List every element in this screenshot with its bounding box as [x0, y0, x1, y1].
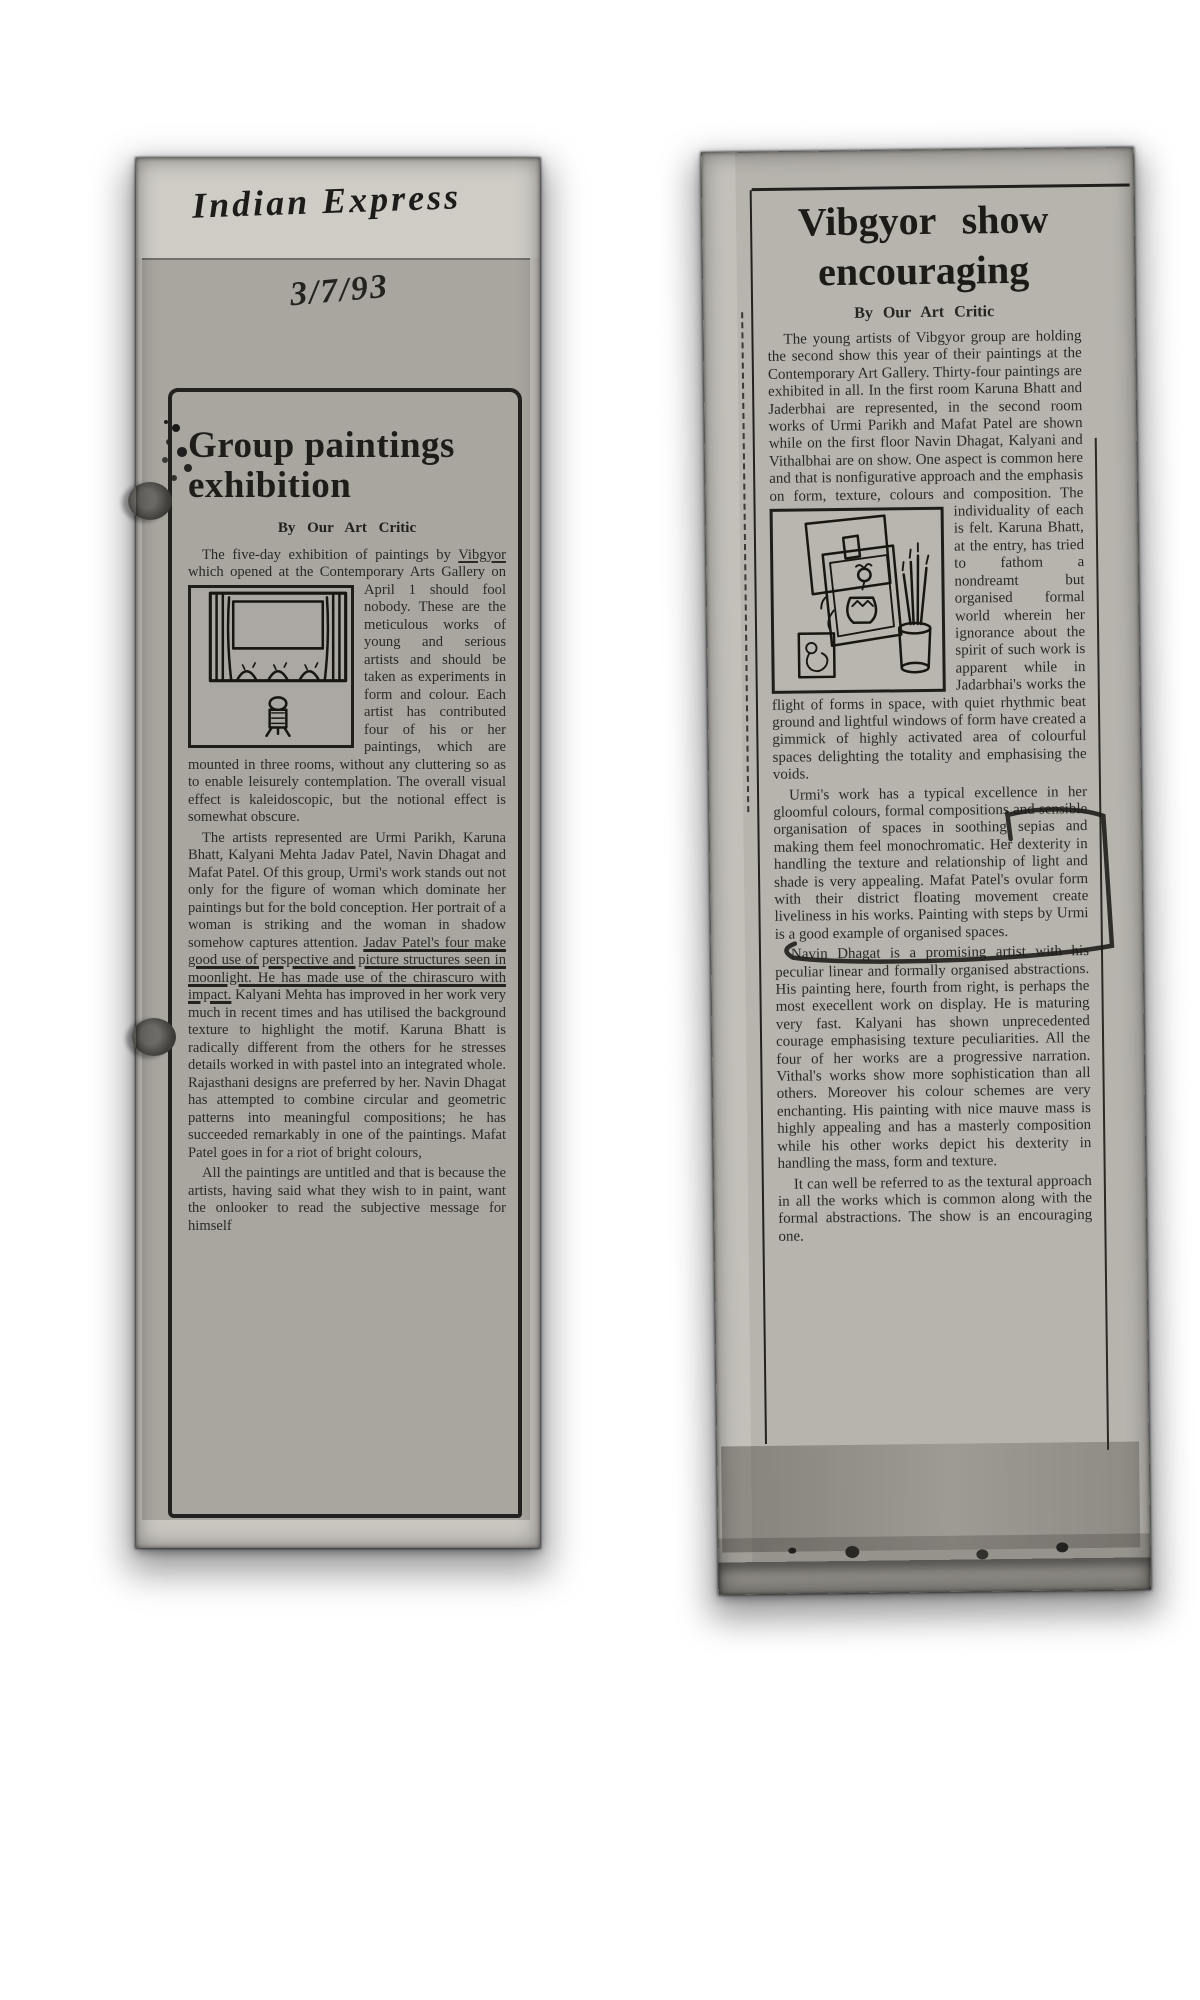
canvases-and-brushes-drawing [789, 510, 943, 686]
printed-rule-left [750, 190, 767, 1444]
right-headline-line2: encouraging [817, 246, 1030, 295]
left-paragraph-3: All the paintings are untitled and that is because the artists, having said what they wish to in paint, want the onlooker to read the subjective message for himself [188, 1165, 506, 1234]
left-article-paper [142, 258, 530, 1520]
right-article-headline [766, 194, 1081, 298]
left-article-headline: Group paintings exhibition [188, 425, 455, 506]
stage-curtain-illustration [188, 585, 354, 749]
right-paragraph-2: Urmi's work has a typical excellence in her gloomful colours, formal compositions and sensible organisation of spaces in soothing sepias and making them feel monochromatic. Her dexterity in handling the texture and relationship of light and shade is very appealing. Mafat Patel's ovular form with their district floating movement create liveliness in his works. Painting with steps by Urmi is a good example of organised spaces. [773, 783, 1089, 943]
right-paragraph-1 [767, 328, 1087, 784]
left-p2-text2: Kalyani Mehta has improved in her work very much in recent times and has utilised the background texture to highlight the motif. Karuna Bhatt is radically different from the others for he stresses details worked in with pastel into an integrated whole. Rajasthani designs are preferred by her. Navin Dhagat has attempted to combine circular and geometric patterns into meaningful compositions; he has succeeded remarkably in one of the paintings. Mafat Patel goes in for a riot of bright colours, [188, 987, 506, 1161]
left-p2-pen-underlined: Jadav Patel's four make good use of perspective and picture structures seen in moonlight. He has made use of the chirascuro with impact. [188, 934, 506, 1004]
paper-pin-top [128, 482, 172, 520]
printed-rule-left-dashed [741, 312, 749, 812]
paper-pin-bottom [132, 1018, 176, 1056]
handwritten-source: Indian Express [191, 176, 462, 226]
handwritten-header-strip [136, 158, 540, 258]
art-supplies-illustration [770, 507, 946, 695]
left-paragraph-1 [188, 547, 506, 827]
right-p1-text2: composition. The individuality of each is felt. Karuna Bhatt, at the entry, has tried to fathom a nondreamt but organised formal world wherein her ignorance about the spirit of such work is apparent while in [953, 484, 1086, 677]
left-p1-text2: which opened at the Contemporary Arts Gallery on [188, 564, 506, 581]
ink-blotches-bottom [788, 1548, 796, 1554]
right-paragraph-3: Navin Dhagat is a promising artist with his peculiar linear and formally organised abstractions. His painting here, fourth from right, is perhaps the most execellent work on display. He is maturing very fast. Kalyani has shown unprecedented courage emphasising texture peculiarities. All the four of her works are a progressive narration. Vithal's works show more sophistication than all others. Moreover his colour schemes are very enchanting. His painting with nice mauve mass is highly appealing and has a masterly composition while his other works depict his dexterity in handling the mass, form and texture. [775, 943, 1092, 1172]
stage-curtain-drawing [205, 588, 351, 740]
right-article-byline: By Our Art Critic [854, 303, 995, 322]
right-paragraph-4: It can well be referred to as the textural approach in all the works which is common along with the formal abstractions. The show is an encouraging one. [777, 1172, 1093, 1245]
left-p1-text: The five-day exhibition of paintings by [202, 546, 459, 563]
right-clipping-margin [701, 152, 753, 1594]
right-newspaper-clipping [701, 147, 1151, 1594]
right-article-body [767, 328, 1092, 1246]
handwritten-date: 3/7/93 [288, 267, 391, 314]
left-p1-text3: April 1 should fool nobody. These are the meticulous works of young and serious artists and should be taken as experiments in form and colour. Each artist has contributed four of his or her paintings, which are mounted in three rooms, without any cluttering so as to enable leisurely contemplation. The overall visual effect is kaleidoscopic, but the notional effect is somewhat obscure. [188, 581, 506, 826]
left-paragraph-2 [188, 830, 506, 1163]
right-p1-pen-boxed-text: Jadarbhai's works the flight of forms in space, with quiet rhythmic beat ground and lightful windows of form have created a gimmick of highly activated area of colourful spaces delighting the totality and emphasising the voids. [771, 676, 1087, 784]
printed-rule-top [752, 183, 1130, 191]
printed-rule-right [1095, 438, 1109, 1450]
left-p1-underlined-word: Vibgyor [458, 546, 506, 563]
left-newspaper-clipping [136, 158, 540, 1548]
pen-drawn-article-frame [168, 388, 522, 1518]
right-headline-line1: Vibgyor show [797, 196, 1049, 245]
right-article [766, 194, 1093, 1249]
left-article-byline: By Our Art Critic [277, 519, 417, 536]
left-article-body [188, 547, 506, 1236]
right-p1-text: The young artists of Vibgyor group are holding the second show this year of their paintings at the Contemporary Art Gallery. Thirty-four paintings are exhibited in all. In the first room Karuna Bhatt and Jaderbhai are represented, in the second room works of Urmi Parikh and Mafat Patel are shown while on the first floor Navin Dhagat, Kalyani and Vithalbhai are on show. One aspect is common here and that is nonfigurative approach and the emphasis on form, texture, colours and [767, 328, 1084, 505]
torn-bottom-edge [718, 1557, 1150, 1594]
left-p2-text: The artists represented are Urmi Parikh, Karuna Bhatt, Kalyani Mehta Jadav Patel, Navin Dhagat and Mafat Patel. Of this group, Urmi's work stands out not only for the figure of woman which dominate her paintings but for the bold conception. Her portrait of a woman is striking and the woman in shadow somehow captures attention. [188, 829, 506, 951]
